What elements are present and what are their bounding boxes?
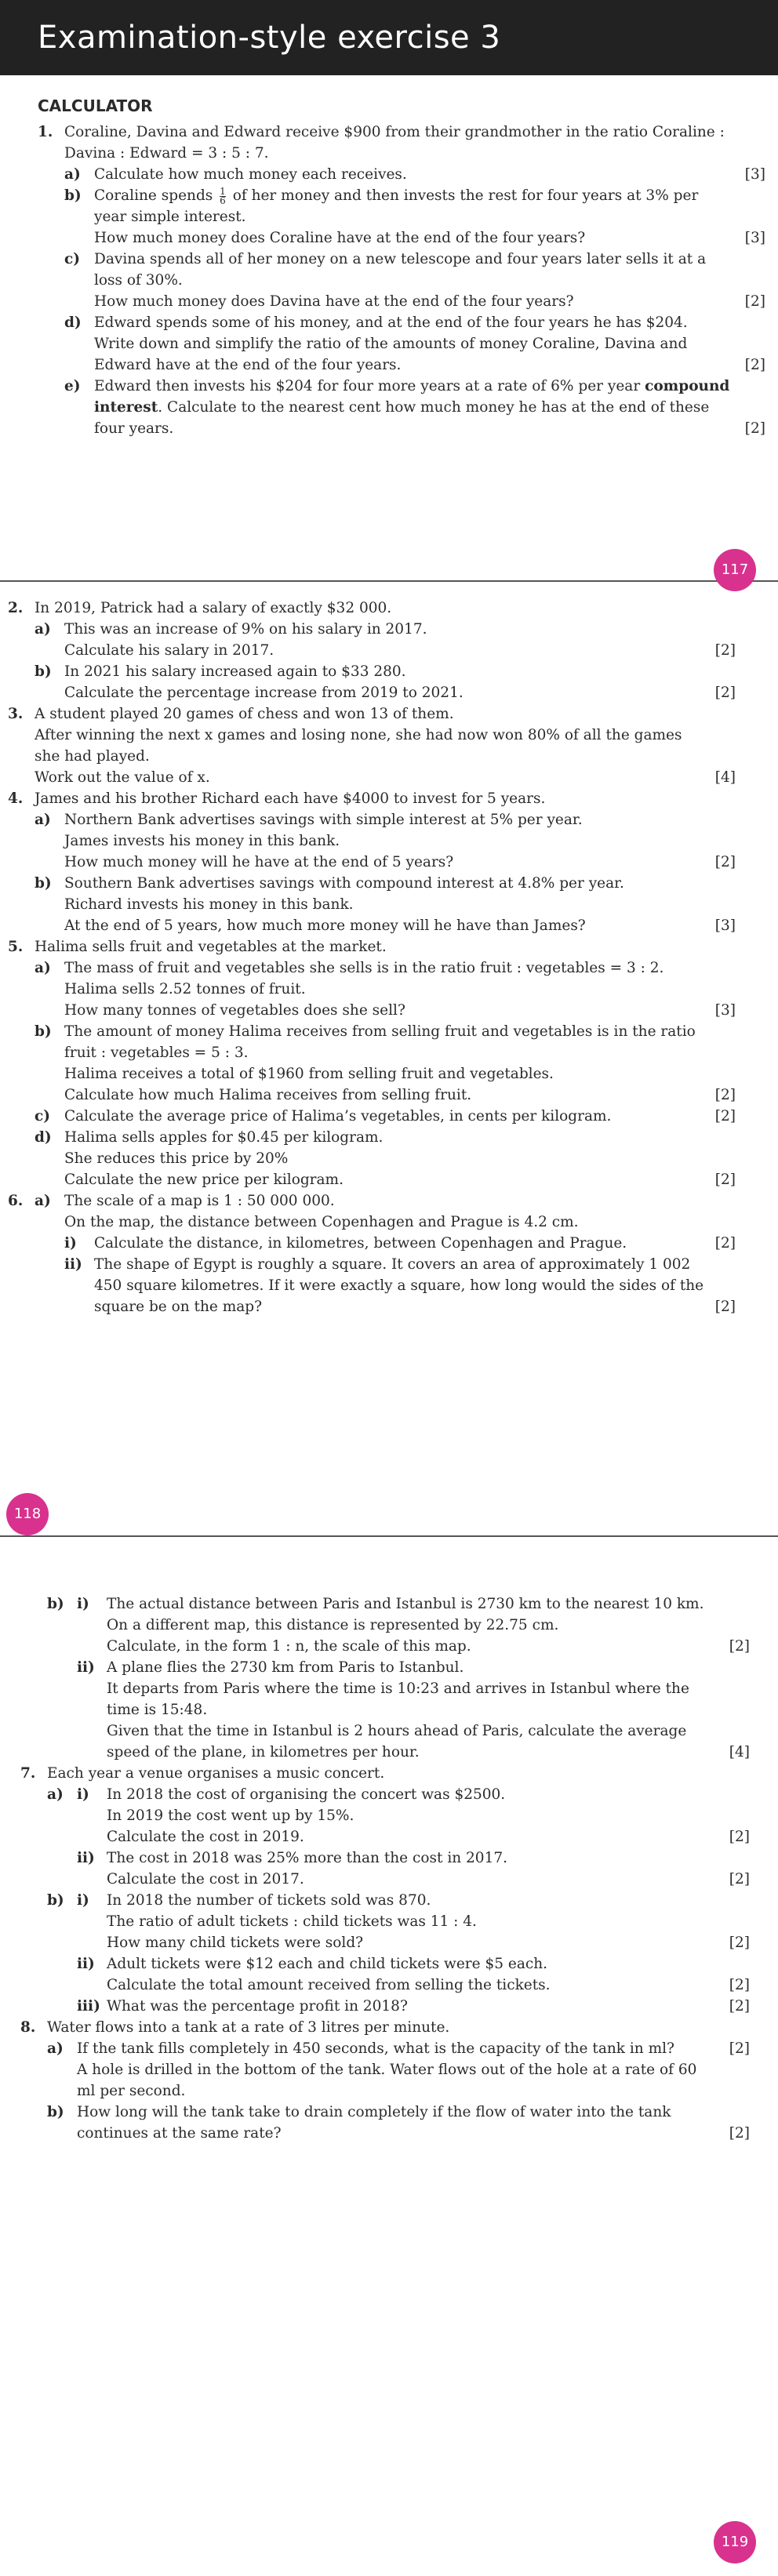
question-stem: A student played 20 games of chess and won 13 of them. [35, 706, 454, 722]
part-text: Edward spends some of his money, and at the end of the four years he has $204. [94, 314, 688, 331]
part-label: a) [64, 166, 81, 183]
question-stem: James and his brother Richard each have $4000 to invest for 5 years. [35, 790, 546, 807]
question-stem: Coraline, Davina and Edward receive $900 from their grandmother in the ratio Coraline : Davina : Edward = 3 : 5 : 7. [64, 124, 725, 162]
subpart-question: Given that the time in Istanbul is 2 hours ahead of Paris, calculate the average speed of the plane, in kilometres per hour. [107, 1723, 687, 1760]
marks: [2] [714, 1299, 736, 1315]
page-117 [0, 0, 778, 582]
subpart-label: ii) [77, 1956, 95, 1972]
question-3 [8, 703, 736, 788]
question-stem: Water flows into a tank at a rate of 3 litres per minute. [47, 2019, 450, 2036]
question-6b [47, 1593, 750, 1763]
part-text: In 2021 his salary increased again to $33 280. [64, 663, 406, 680]
marks: [3] [714, 917, 736, 934]
question-5 [8, 936, 736, 1190]
part-text: A hole is drilled in the bottom of the tank. Water flows out of the hole at a rate of 60 ml per second. [77, 2062, 697, 2099]
question-number: 7. [20, 1765, 36, 1782]
part-text: Calculate how much money each receives. [94, 166, 407, 183]
subpart-question: Calculate, in the form 1 : n, the scale of this map. [107, 1638, 471, 1655]
marks: [2] [714, 1108, 736, 1125]
question-task: Work out the value of x. [35, 769, 210, 786]
part-question: Calculate the new price per kilogram. [64, 1172, 344, 1188]
subpart-label: ii) [64, 1256, 82, 1273]
part-question: How much money will he have at the end of 5 years? [64, 854, 454, 870]
part-question: How long will the tank take to drain completely if the flow of water into the tank continues at the same rate? [77, 2104, 671, 2142]
marks: [2] [744, 420, 765, 437]
part-text: Halima sells 2.52 tonnes of fruit. [64, 981, 306, 997]
part-text: She reduces this price by 20% [64, 1150, 289, 1167]
subpart-label: ii) [77, 1659, 95, 1676]
subpart-label: i) [77, 1786, 89, 1803]
page-118 [0, 582, 778, 1537]
part-label: a) [35, 812, 51, 828]
marks: [2] [729, 2125, 750, 2142]
subpart-text: It departs from Paris where the time is 10:23 and arrives in Istanbul where the time is 15:48. [107, 1680, 689, 1718]
part-label: d) [35, 1129, 52, 1146]
part-question: Calculate how much Halima receives from selling fruit. [64, 1087, 472, 1103]
part-text: James invests his money in this bank. [64, 833, 340, 849]
marks: [2] [729, 2040, 750, 2057]
part-question: How much money does Coraline have at the end of the four years? [94, 230, 586, 246]
subpart-question: Calculate the cost in 2017. [107, 1871, 304, 1887]
part-text: This was an increase of 9% on his salary in 2017. [64, 621, 427, 638]
marks: [2] [714, 1235, 736, 1252]
question-number: 4. [8, 790, 24, 807]
question-stem: In 2019, Patrick had a salary of exactly $32 000. [35, 600, 392, 616]
part-label: b) [35, 663, 52, 680]
subpart-text: Adult tickets were $12 each and child tickets were $5 each. [107, 1956, 548, 1972]
question-4 [8, 788, 736, 936]
question-number: 8. [20, 2019, 36, 2036]
subpart-label: ii) [77, 1850, 95, 1866]
part-text: If the tank fills completely in 450 seconds, what is the capacity of the tank in ml? [77, 2040, 674, 2057]
subpart-question: Calculate the total amount received from selling the tickets. [107, 1977, 551, 1993]
part-question: How many tonnes of vegetables does she sell? [64, 1002, 405, 1019]
page-number-badge: 118 [6, 1493, 49, 1535]
question-number: 3. [8, 706, 24, 722]
subpart-text: The actual distance between Paris and Istanbul is 2730 km to the nearest 10 km. On a different map, this distance is represented by 22.75 cm. [107, 1596, 704, 1633]
question-1 [38, 122, 765, 439]
part-question: Calculate the percentage increase from 2019 to 2021. [64, 685, 464, 701]
marks: [3] [744, 230, 765, 246]
marks: [3] [744, 166, 765, 183]
subpart-text: Calculate the distance, in kilometres, between Copenhagen and Prague. [94, 1235, 627, 1252]
question-number: 1. [38, 124, 53, 140]
marks: [3] [714, 1002, 736, 1019]
marks: [2] [714, 854, 736, 870]
subpart-text: The shape of Egypt is roughly a square. It covers an area of approximately 1 002 450 square kilometres. If it were exactly a square, how long would the sides of the square be on the map? [94, 1256, 704, 1315]
subpart-label: i) [64, 1235, 77, 1252]
page-119 [0, 1537, 778, 2576]
part-text: Edward then invests his $204 for four more years at a rate of 6% per year [94, 378, 641, 394]
question-text: After winning the next x games and losing none, she had now won 80% of all the games she had played. [35, 727, 682, 765]
part-text: Coraline spends [94, 187, 213, 204]
part-label: b) [35, 875, 52, 892]
subpart-question: How many child tickets were sold? [107, 1935, 364, 1951]
part-label: a) [35, 960, 51, 976]
page-number-badge: 119 [714, 2521, 756, 2563]
part-label: a) [35, 621, 51, 638]
marks: [2] [729, 1871, 750, 1887]
question-stem: Halima sells fruit and vegetables at the market. [35, 939, 387, 955]
calculator-label: CALCULATOR [38, 96, 153, 115]
part-text: Northern Bank advertises savings with simple interest at 5% per year. [64, 812, 583, 828]
question-8 [20, 2017, 750, 2144]
page-number-badge: 117 [714, 549, 756, 591]
subpart-text: In 2019 the cost went up by 15%. [107, 1808, 354, 1824]
part-text: Southern Bank advertises savings with compound interest at 4.8% per year. [64, 875, 624, 892]
part-text: On the map, the distance between Copenhagen and Prague is 4.2 cm. [64, 1214, 579, 1230]
part-text: The mass of fruit and vegetables she sells is in the ratio fruit : vegetables = 3 : 2. [64, 960, 664, 976]
subpart-text: The ratio of adult tickets : child tickets was 11 : 4. [107, 1913, 477, 1930]
part-text: Davina spends all of her money on a new telescope and four years later sells it at a loss of 30%. [94, 251, 707, 289]
subpart-label: i) [77, 1596, 89, 1612]
marks: [2] [744, 357, 765, 373]
subpart-text: The cost in 2018 was 25% more than the cost in 2017. [107, 1850, 507, 1866]
part-text: Calculate the average price of Halima’s vegetables, in cents per kilogram. [64, 1108, 612, 1125]
part-label: c) [35, 1108, 51, 1125]
part-text: The scale of a map is 1 : 50 000 000. [64, 1193, 335, 1209]
part-text: Halima receives a total of $1960 from selling fruit and vegetables. [64, 1066, 554, 1082]
part-question: At the end of 5 years, how much more money will he have than James? [64, 917, 586, 934]
marks: [2] [714, 642, 736, 659]
part-text: . Calculate to the nearest cent how much money he has at the end of these four years. [94, 399, 710, 437]
subpart-text: In 2018 the cost of organising the concert was $2500. [107, 1786, 506, 1803]
part-question: How much money does Davina have at the end of the four years? [94, 293, 574, 310]
subpart-label: i) [77, 1892, 89, 1909]
part-text: The amount of money Halima receives from selling fruit and vegetables is in the ratio fruit : vegetables = 5 : 3. [64, 1023, 696, 1061]
marks: [2] [714, 1172, 736, 1188]
question-7 [20, 1763, 750, 2017]
part-label: b) [47, 1892, 64, 1909]
part-label: d) [64, 314, 82, 331]
part-label: b) [35, 1023, 52, 1040]
question-6 [8, 1190, 736, 1317]
marks: [2] [729, 1998, 750, 2015]
compound-interest-bold: compound interest [94, 378, 730, 416]
part-question: Calculate his salary in 2017. [64, 642, 274, 659]
part-label: a) [35, 1193, 51, 1209]
part-label: b) [47, 1596, 64, 1612]
marks: [2] [714, 685, 736, 701]
part-question: Write down and simplify the ratio of the amounts of money Coraline, Davina and Edward have at the end of the four years. [94, 336, 688, 373]
part-text: Richard invests his money in this bank. [64, 896, 354, 913]
marks: [2] [729, 1829, 750, 1845]
subpart-label: iii) [77, 1998, 100, 2015]
marks: [2] [729, 1935, 750, 1951]
marks: [4] [729, 1744, 750, 1760]
question-2 [8, 598, 736, 703]
part-text: of her money and then invests the rest for four years at 3% per year simple interest. [94, 187, 699, 225]
question-number: 2. [8, 600, 24, 616]
part-label: b) [47, 2104, 64, 2120]
part-label: b) [64, 187, 82, 204]
part-label: e) [64, 378, 81, 394]
fraction-one-sixth: $\frac{1}{6}$ [220, 185, 226, 206]
marks: [2] [729, 1977, 750, 1993]
subpart-question: What was the percentage profit in 2018? [107, 1998, 408, 2015]
marks: [2] [714, 1087, 736, 1103]
part-label: c) [64, 251, 81, 267]
subpart-text: In 2018 the number of tickets sold was 870. [107, 1892, 431, 1909]
part-text: Halima sells apples for $0.45 per kilogram. [64, 1129, 384, 1146]
exercise-title: Examination-style exercise 3 [0, 0, 778, 75]
marks: [4] [714, 769, 736, 786]
marks: [2] [744, 293, 765, 310]
question-number: 5. [8, 939, 24, 955]
subpart-question: Calculate the cost in 2019. [107, 1829, 304, 1845]
subpart-text: A plane flies the 2730 km from Paris to Istanbul. [107, 1659, 464, 1676]
question-stem: Each year a venue organises a music concert. [47, 1765, 385, 1782]
part-label: a) [47, 1786, 64, 1803]
marks: [2] [729, 1638, 750, 1655]
part-label: a) [47, 2040, 64, 2057]
question-number: 6. [8, 1193, 24, 1209]
